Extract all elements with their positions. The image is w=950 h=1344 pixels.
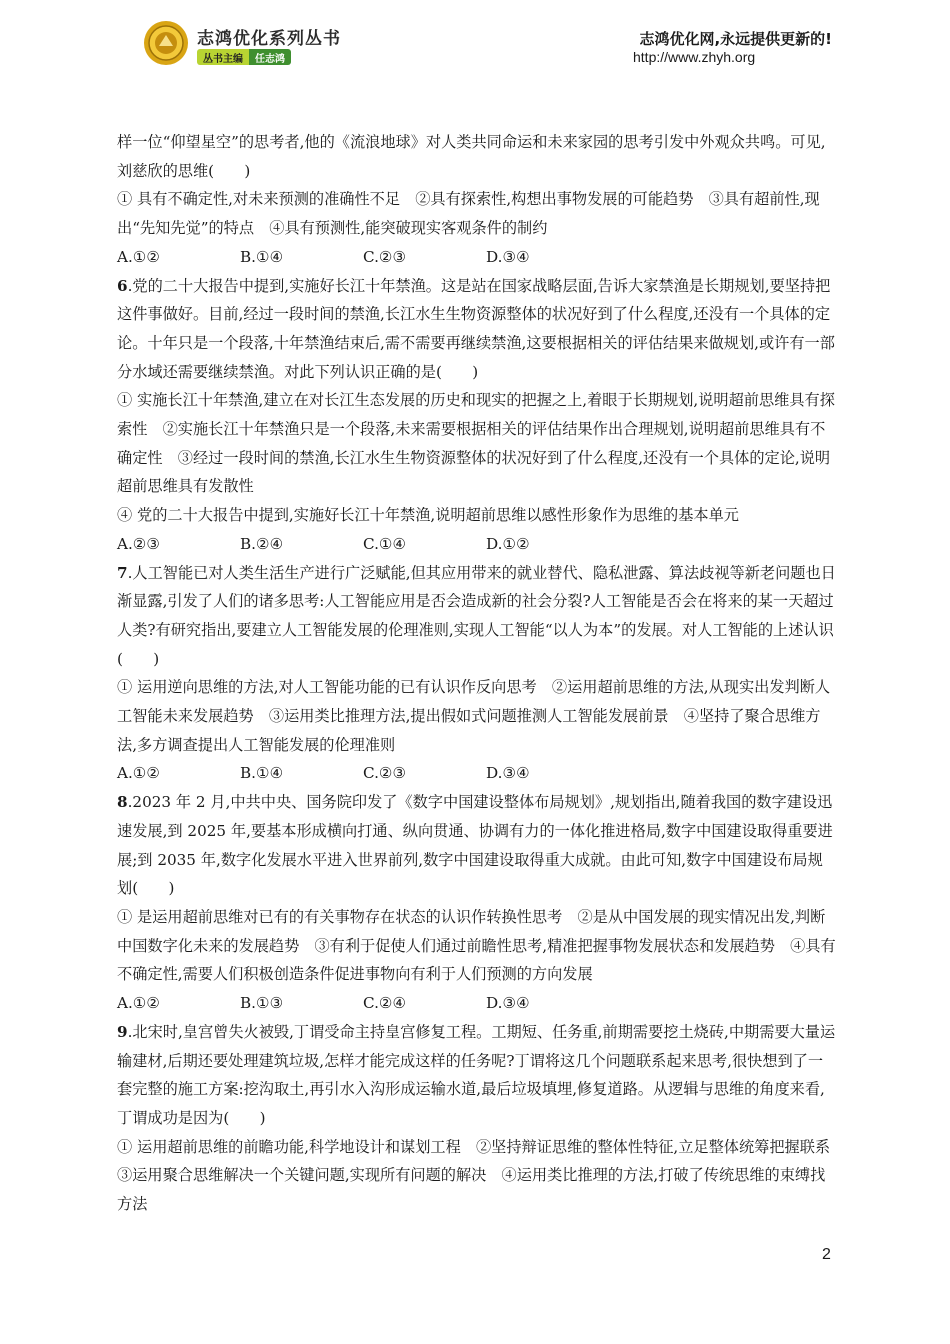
q8-statements: ① 是运用超前思维对已有的有关事物存在状态的认识作转换性思考 ②是从中国发展的现实情况出发,判断中国数字化未来的发展趋势 ③有利于促使人们通过前瞻性思考,精准把握事物发展状态和发展趋势 ④具有不确定性,需要人们积极创造条件促进事物向有利于人们预测的方向发展 (117, 907, 836, 984)
q6-statement-4: ④ 党的二十大报告中提到,实施好长江十年禁渔,说明超前思维以感性形象作为思维的基本单元 (117, 506, 739, 525)
q6-option-c[interactable]: C.①④ (363, 534, 407, 553)
q5-option-d[interactable]: D.③④ (486, 247, 530, 266)
series-logo-icon (143, 20, 189, 66)
q9-stem (117, 1018, 837, 1133)
q8-stem-text: .2023 年 2 月,中共中央、国务院印发了《数字中国建设整体布局规划》,规划指出,随着我国的数字建设迅速发展,到 2025 年,要基本形成横向打通、纵向贯通、协调有力的一体化推进格局,数字中国建设取得重要进展;到 2035 年,数字化发展水平进入世界前列,数字中国建设取得重大成就。由此可知,数字中国建设布局规划( ) (117, 793, 833, 898)
q7-options (117, 759, 837, 788)
q8-option-b[interactable]: B.①③ (240, 994, 284, 1013)
q5-option-b[interactable]: B.①④ (240, 247, 284, 266)
editor-label: 丛书主编 (197, 49, 249, 65)
q8-stem (117, 788, 837, 903)
q9-statements: ① 运用超前思维的前瞻功能,科学地设计和谋划工程 ②坚持辩证思维的整体性特征,立足整体统筹把握联系 ③运用聚合思维解决一个关键问题,实现所有问题的解决 ④运用类比推理的方法,打破了传统思维的束缚找方法 (117, 1137, 846, 1214)
q7-stem-text: .人工智能已对人类生活生产进行广泛赋能,但其应用带来的就业替代、隐私泄露、算法歧视等新老问题也日渐显露,引发了人们的诸多思考:人工智能应用是否会造成新的社会分裂?人工智能是否会在将来的某一天超过人类?有研究指出,要建立人工智能发展的伦理准则,实现人工智能“以人为本”的发展。对人工智能的上述认识( ) (117, 563, 836, 668)
q9-stem-text: .北宋时,皇宫曾失火被毁,丁谓受命主持皇宫修复工程。工期短、任务重,前期需要挖土烧砖,中期需要大量运输建材,后期还要处理建筑垃圾,怎样才能完成这样的任务呢?丁谓将这几个问题联系起来思考,很快想到了一套完整的施工方案:挖沟取土,再引水入沟形成运输水道,最后垃圾填埋,修复道路。从逻辑与思维的角度来看,丁谓成功是因为( ) (117, 1022, 836, 1127)
site-url-link[interactable]: http://www.zhyh.org (633, 49, 756, 65)
series-title: 志鸿优化系列丛书 (197, 29, 341, 49)
editor-tag (197, 49, 291, 65)
q7-statements: ① 运用逆向思维的方法,对人工智能功能的已有认识作反向思考 ②运用超前思维的方法,从现实出发判断人工智能未来发展趋势 ③运用类比推理方法,提出假如式问题推测人工智能发展前景 ④坚持了聚合思维方法,多方调查提出人工智能发展的伦理准则 (117, 678, 831, 754)
q6-options (117, 530, 837, 559)
page-header (0, 0, 950, 100)
q7-option-a[interactable]: A.①② (117, 764, 161, 783)
q5-option-a[interactable]: A.①② (117, 247, 161, 266)
site-slogan: 志鸿优化网,永远提供更新的! (639, 30, 832, 48)
page-number: 2 (822, 1246, 831, 1263)
q7-option-c[interactable]: C.②③ (363, 764, 407, 783)
q8-number: 8 (117, 793, 128, 812)
q5-options (117, 243, 837, 272)
q8-option-a[interactable]: A.①② (117, 994, 161, 1013)
editor-name: 任志鸿 (249, 49, 291, 65)
q6-number: 6 (117, 276, 128, 295)
q5-statements: ① 具有不确定性,对未来预测的准确性不足 ②具有探索性,构想出事物发展的可能趋势 ③具有超前性,现出“先知先觉”的特点 ④具有预测性,能突破现实客观条件的制约 (117, 190, 820, 238)
q6-statements: ① 实施长江十年禁渔,建立在对长江生态发展的历史和现实的把握之上,着眼于长期规划,说明超前思维具有探索性 ②实施长江十年禁渔只是一个段落,未来需要根据相关的评估结果作出合理规划,说明超前思维具有不确定性 ③经过一段时间的禁渔,长江水生生物资源整体的状况好到了什么程度,还没有一个具体的定论,说明超前思维具有发散性 (117, 391, 835, 496)
q8-option-d[interactable]: D.③④ (486, 994, 530, 1013)
q6-option-a[interactable]: A.②③ (117, 534, 161, 553)
q5-option-c[interactable]: C.②③ (363, 247, 407, 266)
q6-option-d[interactable]: D.①② (486, 534, 530, 553)
q8-option-c[interactable]: C.②④ (363, 994, 407, 1013)
q7-option-d[interactable]: D.③④ (486, 764, 530, 783)
q8-options (117, 989, 837, 1018)
q7-number: 7 (117, 563, 128, 582)
q6-stem (117, 272, 837, 387)
q5-stem: 样一位“仰望星空”的思考者,他的《流浪地球》对人类共同命运和未来家园的思考引发中外观众共鸣。可见,刘慈欣的思维( ) (117, 133, 826, 180)
q6-option-b[interactable]: B.②④ (240, 534, 284, 553)
question-content (117, 128, 846, 1219)
q6-stem-text: .党的二十大报告中提到,实施好长江十年禁渔。这是站在国家战略层面,告诉大家禁渔是长期规划,要坚持把这件事做好。目前,经过一段时间的禁渔,长江水生生物资源整体的状况好到了什么程度,还没有一个具体的定论。十年只是一个段落,十年禁渔结束后,需不需要再继续禁渔,这要根据相关的评估结果来做规划,或许有一部分水域还需要继续禁渔。对此下列认识正确的是( ) (117, 276, 835, 381)
q9-number: 9 (117, 1022, 128, 1041)
q7-stem (117, 559, 837, 674)
q7-option-b[interactable]: B.①④ (240, 764, 284, 783)
